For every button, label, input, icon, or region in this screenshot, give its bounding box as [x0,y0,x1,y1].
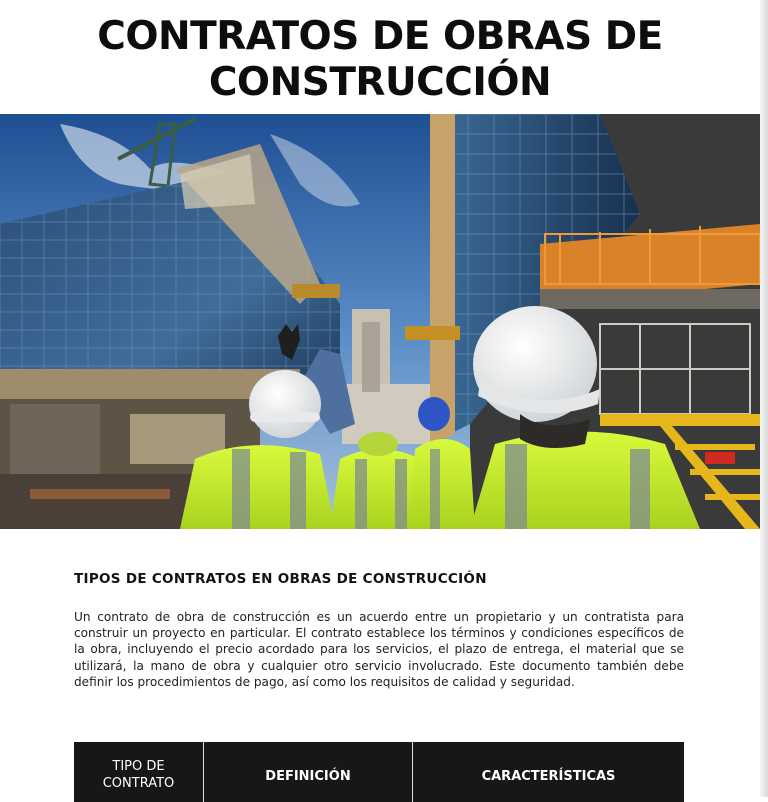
construction-workers-photo [0,114,760,529]
page-edge-shadow [760,0,768,797]
document-title [0,14,760,106]
header-tipo-line-2: CONTRATO [102,776,175,791]
intro-paragraph: Un contrato de obra de construcción es un acuerdo entre un propietario y un contratista para construir un proyecto en particular. El contrato establece los términos y condiciones específicos de la obra, incluyendo el precio acordado para los servicios, el plazo de entrega, el material que se utilizará, la mano de obra y cualquier otro servicio involucrado. Este documento también debe definir los procedimientos de pago, así como los requisitos de calidad y seguridad. [74,610,684,689]
section-heading: TIPOS DE CONTRATOS EN OBRAS DE CONSTRUCCIÓN [74,571,487,587]
header-tipo-line-1: TIPO DE [112,759,165,774]
table-header-tipo-contrato [74,742,204,802]
contracts-table [74,742,684,802]
title-line-1: CONTRATOS DE OBRAS DE [97,14,663,59]
title-line-2: CONSTRUCCIÓN [208,60,552,105]
table-header-caracteristicas: CARACTERÍSTICAS [481,769,616,784]
table-header-definicion: DEFINICIÓN [204,742,413,802]
